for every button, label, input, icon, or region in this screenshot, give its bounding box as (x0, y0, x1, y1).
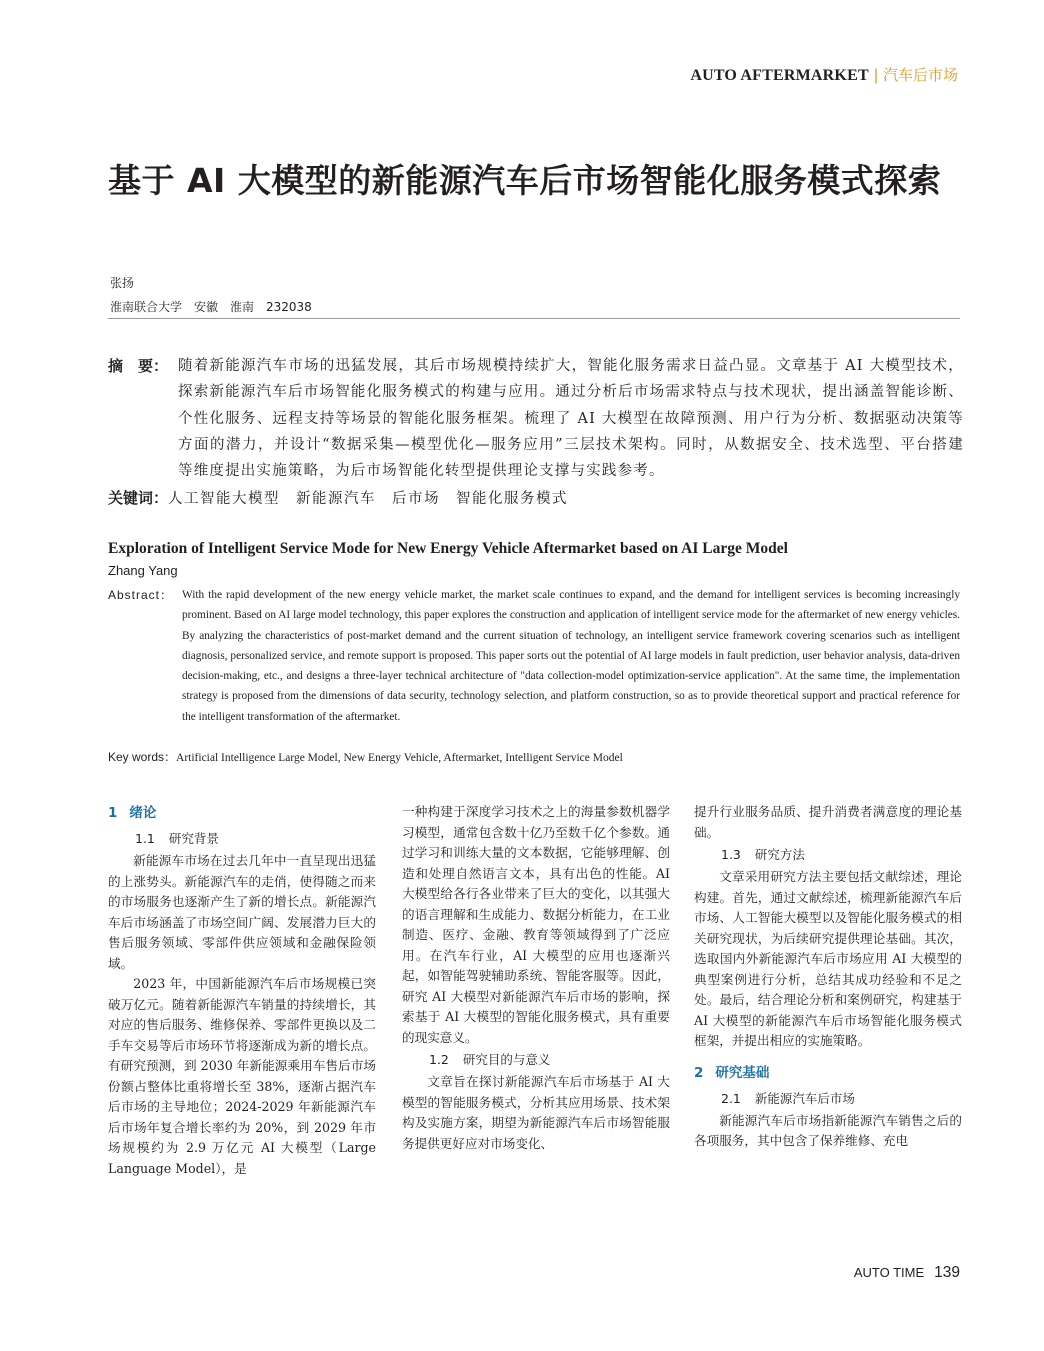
section-heading (108, 802, 376, 824)
header-separator: | (873, 67, 878, 84)
section-number: 1 (108, 805, 118, 821)
body-column-1 (108, 802, 376, 1179)
abstract-zh-text: 随着新能源汽车市场的迅猛发展，其后市场规模持续扩大，智能化服务需求日益凸显。文章基于 AI 大模型技术，探索新能源汽车后市场智能化服务模式的构建与应用。通过分析后市场需求特点与技术现状，提出涵盖智能诊断、个性化服务、远程支持等场景的智能化服务框架。梳理了 AI 大模型在故障预测、用户行为分析、数据驱动决策等方面的潜力，并设计“数据采集—模型优化—服务应用”三层技术架构。同时，从数据安全、技术选型、平台搭建等维度提出实施策略，为后市场智能化转型提供理论支撑与实践参考。 (178, 358, 964, 480)
body-column-2 (402, 802, 670, 1154)
section-title: 绪论 (129, 805, 157, 821)
subsection-heading (402, 1049, 670, 1071)
paragraph-continued: 提升行业服务品质、提升消费者满意度的理论基础。 (694, 804, 962, 840)
abstract-en (108, 585, 960, 727)
subsection-number: 1.1 (135, 831, 155, 846)
english-author: Zhang Yang (108, 563, 178, 578)
subsection-title: 研究目的与意义 (462, 1052, 551, 1067)
abstract-en-label: Abstract： (108, 588, 174, 602)
section-heading (694, 1062, 962, 1084)
page-footer (854, 1262, 960, 1282)
paragraph: 文章采用研究方法主要包括文献综述，理论构建。首先，通过文献综述，梳理新能源汽车后市场、人工智能大模型以及智能化服务模式的相关研究现状，为后续研究提供理论基础。其次，选取国内外新能源汽车后市场应用 AI 大模型的典型案例进行分析，总结其成功经验和不足之处。最后，结合理论分析和案例研究，构建基于 AI 大模型的新能源汽车后市场智能化服务模式框架，并提出相应的实施策略。 (694, 869, 962, 1048)
subsection-number: 2.1 (721, 1090, 741, 1106)
keywords-zh (108, 485, 964, 512)
paragraph: 2023 年，中国新能源汽车后市场规模已突破万亿元。随着新能源汽车销量的持续增长，其对应的售后服务、维修保养、零部件更换以及二手车交易等后市场环节将逐渐成为新的增长点。有研究预测，到 2030 年新能源乘用车售后市场份额占整体比重将增长至 38%，逐渐占据汽车后市场的主导地位；2024-2029 年新能源汽车后市场年复合增长率约为 20%，到 2029 年市场规模约为 2.9 万亿元 AI 大模型（Large Language Model），是 (108, 976, 376, 1176)
journal-name-en: AUTO AFTERMARKET (690, 67, 869, 84)
subsection-title: 新能源汽车后市场 (754, 1090, 855, 1106)
keywords-en (108, 747, 960, 768)
abstract-zh-label: 摘 要： (108, 357, 169, 375)
abstract-zh (108, 353, 964, 484)
subsection-heading (694, 1088, 962, 1110)
paragraph: 新能源汽车后市场指新能源汽车销售之后的各项服务，其中包含了保养维修、充电 (694, 1112, 962, 1148)
subsection-heading (694, 844, 962, 866)
page-number: 139 (934, 1264, 960, 1281)
header-divider (108, 318, 960, 319)
section-number: 2 (694, 1064, 704, 1081)
keywords-zh-text: 人工智能大模型 新能源汽车 后市场 智能化服务模式 (168, 491, 569, 507)
subsection-heading (108, 828, 376, 850)
footer-journal: AUTO TIME (853, 1265, 925, 1280)
keywords-zh-label: 关键词： (108, 489, 169, 507)
journal-name-zh: 汽车后市场 (882, 66, 958, 84)
author-affiliation: 淮南联合大学 安徽 淮南 232038 (110, 300, 312, 314)
subsection-title: 研究方法 (754, 847, 805, 862)
section-title: 研究基础 (715, 1064, 770, 1081)
english-title: Exploration of Intelligent Service Mode for New Energy Vehicle Aftermarket based on AI Large Model (108, 540, 788, 557)
article-title: 基于 AI 大模型的新能源汽车后市场智能化服务模式探索 (108, 161, 942, 200)
subsection-number: 1.3 (721, 847, 741, 862)
paragraph: 文章旨在探讨新能源汽车后市场基于 AI 大模型的智能服务模式，分析其应用场景、技术架构及实施方案，期望为新能源汽车后市场智能服务提供更好应对市场变化、 (402, 1074, 670, 1151)
journal-header (690, 64, 958, 85)
paragraph: 新能源车市场在过去几年中一直呈现出迅猛的上涨势头。新能源汽车的走俏，使得随之而来的市场服务也逐渐产生了新的增长点。新能源汽车后市场涵盖了市场空间广阔、发展潜力巨大的售后服务领域、零部件供应领域和金融保险领域。 (108, 853, 376, 971)
subsection-title: 研究背景 (168, 831, 219, 846)
subsection-number: 1.2 (429, 1052, 449, 1067)
keywords-en-label: Key words： (108, 750, 177, 764)
body-column-3 (694, 802, 962, 1152)
abstract-en-text: With the rapid development of the new energy vehicle market, the market scale continues to expand, and the demand for intelligent services is becoming increasingly prominent. Based on AI large model technology, this paper explores the construction and application of intelligent service mode for the aftermarket of new energy vehicles. By analyzing the characteristics of post-market demand and the current situation of technology, an intelligent service framework covering scenarios such as intelligent diagnosis, personalized service, and remote support is proposed. This paper sorts out the potential of AI large models in fault prediction, user behavior analysis, data-driven decision-making, etc., and designs a three-layer technical architecture of "data collection-model optimization-service application". At the same time, the implementation strategy is proposed from the dimensions of data security, technology selection, and platform construction, so as to provide theoretical support and practical reference for the intelligent transformation of the aftermarket. (182, 589, 960, 723)
author-name: 张扬 (110, 276, 135, 290)
keywords-en-text: Artificial Intelligence Large Model, New Energy Vehicle, Aftermarket, Intelligent Service Model (176, 752, 623, 764)
paragraph-continued: 一种构建于深度学习技术之上的海量参数机器学习模型，通常包含数十亿乃至数千亿个参数。通过学习和训练大量的文本数据，它能够理解、创造和处理自然语言文本，具有出色的性能。AI 大模型给各行各业带来了巨大的变化，以其强大的语言理解和生成能力、数据分析能力，在工业制造、医疗、金融、教育等领域得到了广泛应用。在汽车行业，AI 大模型的应用也逐渐兴起，如智能驾驶辅助系统、智能客服等。因此，研究 AI 大模型对新能源汽车后市场的影响，探索基于 AI 大模型的智能化服务模式，具有重要的现实意义。 (402, 804, 670, 1045)
